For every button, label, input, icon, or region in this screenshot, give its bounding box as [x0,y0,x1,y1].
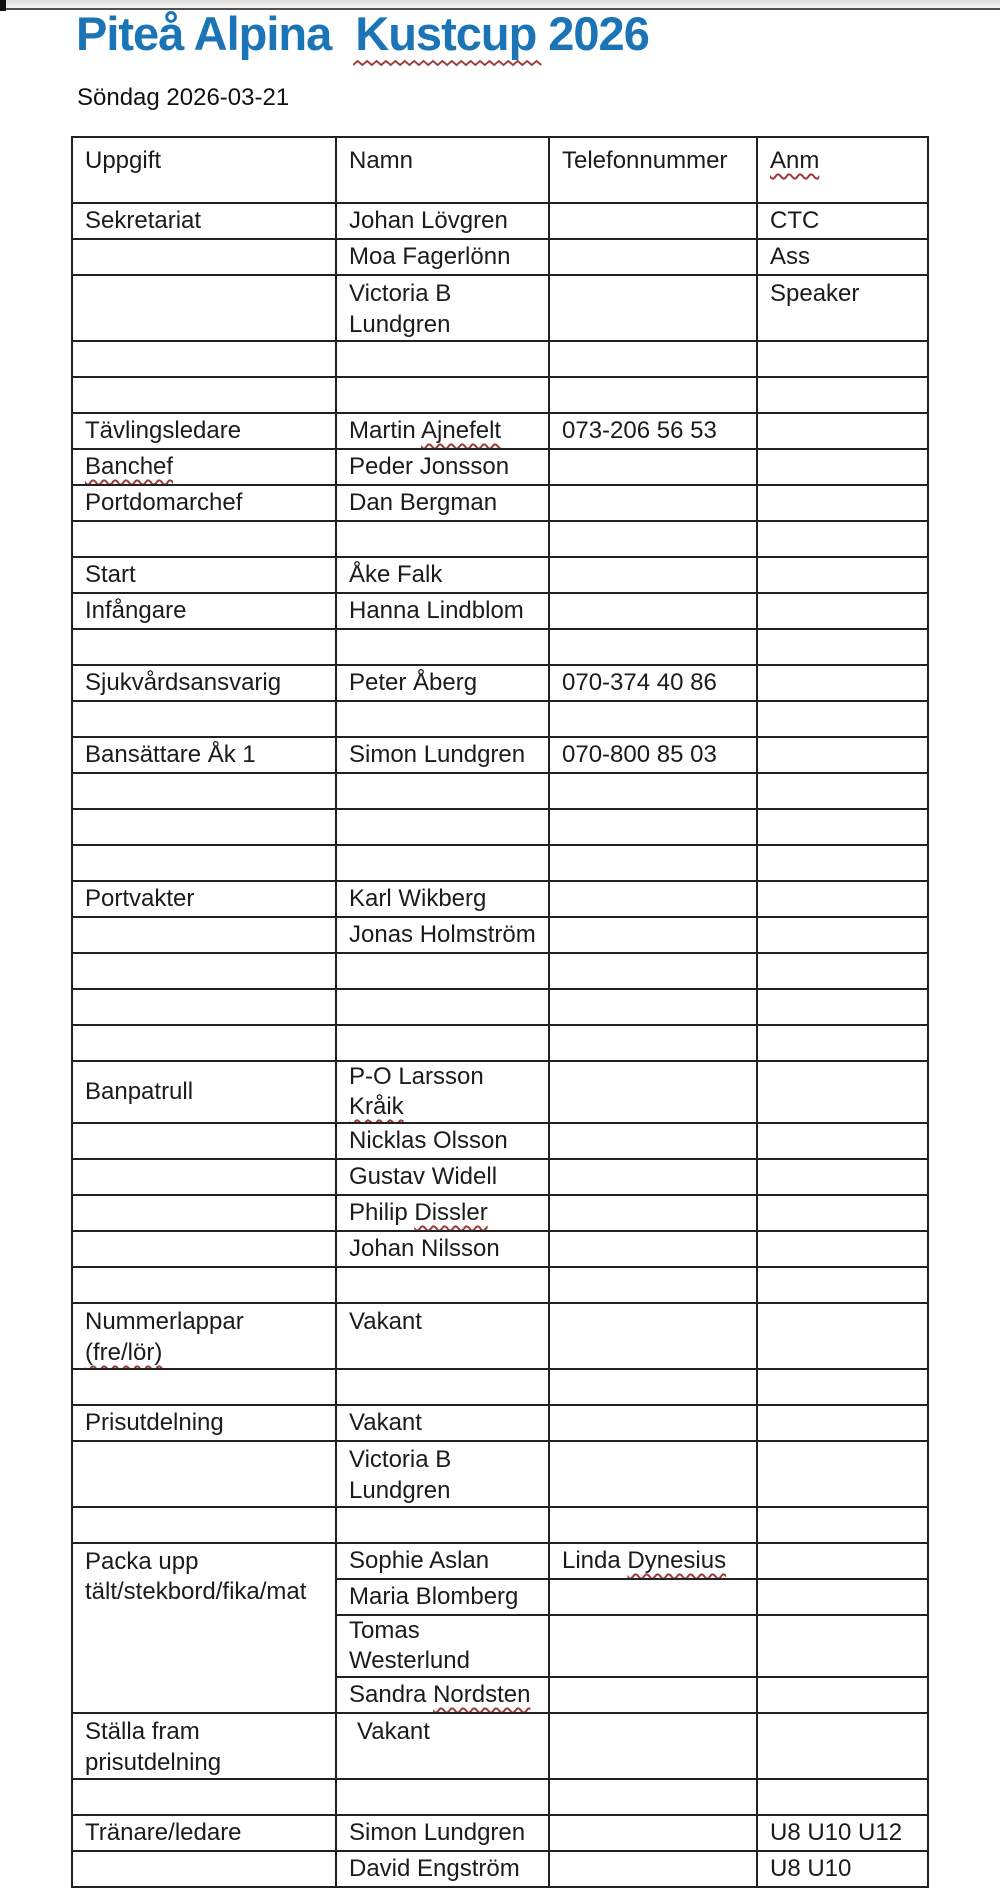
misspelled-word: Dynesius [627,1547,727,1574]
table-row [72,1123,928,1159]
table-cell [757,917,928,953]
table-cell [549,1405,757,1441]
table-cell [72,1195,336,1231]
roster-table [71,136,929,1888]
table-cell [549,665,757,701]
table-cell [336,275,549,341]
table-cell [72,737,336,773]
table-cell [549,845,757,881]
table-cell [336,239,549,275]
table-cell [549,341,757,377]
cell-text: Lundgren [349,311,451,338]
spellcheck-squiggle-icon [353,59,541,67]
table-cell [72,1507,336,1543]
cell-text: Prisutdelning [85,1409,224,1436]
table-row [72,203,928,239]
cell-text: Peter Åberg [349,669,478,696]
table-cell [549,1061,757,1123]
table-cell [336,737,549,773]
table-cell [757,1025,928,1061]
table-cell [549,917,757,953]
table-row [72,593,928,629]
cell-text: Victoria B [349,280,452,307]
table-cell [72,1851,336,1887]
table-cell [549,701,757,737]
table-cell [757,1195,928,1231]
misspelled-word: (fre/lör) [85,1339,163,1366]
table-cell [336,449,549,485]
cell-text: Gustav Widell [349,1163,498,1190]
table-cell [336,1713,549,1779]
column-header [549,137,757,203]
cell-text: Moa Fagerlönn [349,243,511,270]
table-row [72,953,928,989]
table-cell [72,485,336,521]
table-row [72,1369,928,1405]
misspelled-word: Kustcup [355,7,537,60]
table-cell [72,989,336,1025]
table-cell [336,1267,549,1303]
table-cell [72,1369,336,1405]
table-cell [757,557,928,593]
cell-text: Speaker [770,280,860,307]
table-row [72,377,928,413]
table-cell [757,773,928,809]
table-row [72,1815,928,1851]
cell-text: P-O Larsson [349,1063,484,1090]
cell-text: Martin [349,417,422,444]
table-cell [336,1615,549,1677]
table-cell [72,1267,336,1303]
cell-text: Jonas Holmström [349,921,536,948]
table-row [72,917,928,953]
cell-text: Philip [349,1199,415,1226]
cell-text: Johan Nilsson [349,1235,500,1262]
table-cell [72,809,336,845]
table-row [72,1159,928,1195]
table-row [72,413,928,449]
table-cell [72,449,336,485]
table-cell [336,413,549,449]
table-cell [757,1713,928,1779]
table-cell [549,1025,757,1061]
table-row [72,1779,928,1815]
table-cell [336,989,549,1025]
table-cell [72,917,336,953]
table-row [72,1405,928,1441]
table-cell [549,521,757,557]
table-row [72,1195,928,1231]
table-cell [72,1713,336,1779]
table-cell [336,1123,549,1159]
table-cell [549,1369,757,1405]
table-cell [549,1615,757,1677]
window-corner-mark [0,0,6,11]
table-row [72,485,928,521]
table-cell [72,1159,336,1195]
table-cell [757,341,928,377]
cell-text: Vakant [357,1718,430,1745]
table-cell [72,1303,336,1369]
header-row [72,137,928,203]
table-cell [336,701,549,737]
table-cell [757,1303,928,1369]
table-cell [549,275,757,341]
table-row [72,1713,928,1779]
table-cell [549,1123,757,1159]
table-cell [72,881,336,917]
table-row [72,845,928,881]
table-cell [757,845,928,881]
table-cell [549,593,757,629]
table-head [72,137,928,203]
page-title-text: Piteå Alpina [76,7,332,60]
table-row [72,701,928,737]
column-header-text: Namn [349,147,414,174]
table-row [72,1851,928,1887]
table-cell [549,557,757,593]
table-cell [757,1061,928,1123]
cell-text: Nummerlappar [85,1308,244,1335]
column-header [72,137,336,203]
table-cell [549,1815,757,1851]
table-cell [72,773,336,809]
table-cell [549,1543,757,1579]
cell-text: Vakant [349,1308,422,1335]
table-cell [336,1851,549,1887]
table-cell [72,1815,336,1851]
table-cell [757,413,928,449]
cell-text: Linda [562,1547,628,1574]
cell-text: 073-206 56 53 [562,417,717,444]
table-cell [757,1441,928,1507]
cell-text: Nicklas Olsson [349,1127,508,1154]
table-cell [336,629,549,665]
table-row [72,1543,928,1579]
table-cell [336,341,549,377]
table-cell [549,449,757,485]
table-cell [72,341,336,377]
table-row [72,1061,928,1123]
cell-text: Sjukvårdsansvarig [85,669,282,696]
cell-text: Ass [770,243,811,270]
table-cell [336,485,549,521]
table-cell [757,665,928,701]
table-row [72,1267,928,1303]
table-cell [72,1441,336,1507]
table-cell [757,275,928,341]
table-cell [72,665,336,701]
cell-text: Lundgren [349,1477,451,1504]
table-cell [72,203,336,239]
table-cell [72,1061,336,1123]
table-cell [336,1779,549,1815]
table-cell [336,1231,549,1267]
cell-text: Vakant [349,1409,422,1436]
table-cell [757,593,928,629]
table-row [72,809,928,845]
table-cell [336,1025,549,1061]
table-cell [72,593,336,629]
table-cell [336,377,549,413]
table-cell [757,203,928,239]
cell-text: Dan Bergman [349,489,498,516]
table-body [72,203,928,1887]
table-row [72,1303,928,1369]
cell-text: Start [85,561,136,588]
cell-text: Victoria B [349,1446,452,1473]
table-cell [757,449,928,485]
table-cell [336,1369,549,1405]
table-cell [757,1123,928,1159]
table-cell [336,1061,549,1123]
table-cell [549,485,757,521]
table-row [72,1231,928,1267]
cell-text: Sekretariat [85,207,202,234]
cell-text: U8 U10 [770,1855,852,1882]
table-cell [549,413,757,449]
cell-text: Sandra [349,1681,434,1708]
cell-text: Portdomarchef [85,489,243,516]
table-cell [72,275,336,341]
table-cell [757,1779,928,1815]
column-header [757,137,928,203]
table-cell [549,1267,757,1303]
table-cell [336,809,549,845]
table-cell [757,377,928,413]
table-cell [757,1267,928,1303]
table-cell [757,239,928,275]
table-row [72,275,928,341]
table-cell [757,1579,928,1615]
cell-text: Johan Lövgren [349,207,508,234]
table-cell [549,203,757,239]
table-cell [757,953,928,989]
table-cell [336,521,549,557]
table-row [72,557,928,593]
table-cell [549,629,757,665]
cell-text: Packa upp [85,1548,199,1575]
column-header [336,137,549,203]
page-title-year: 2026 [548,7,649,60]
table-cell [757,1615,928,1677]
page-title-flagged-word [355,6,536,62]
cell-text: CTC [770,207,820,234]
table-cell [72,377,336,413]
table-cell [72,521,336,557]
table-cell [757,629,928,665]
table-cell [549,1507,757,1543]
table-cell [72,1543,336,1713]
table-cell [72,1779,336,1815]
cell-text: tält/stekbord/fika/mat [85,1578,307,1605]
table-row [72,989,928,1025]
table-cell [757,1231,928,1267]
table-cell [336,773,549,809]
table-cell [549,809,757,845]
table-cell [72,701,336,737]
table-cell [336,1195,549,1231]
table-cell [336,1579,549,1615]
table-cell [757,1507,928,1543]
cell-text: Maria Blomberg [349,1583,519,1610]
table-cell [336,845,549,881]
table-cell [757,485,928,521]
table-cell [757,737,928,773]
table-cell [336,1441,549,1507]
cell-text: U8 U10 U12 [770,1819,903,1846]
cell-text: Ställa fram [85,1718,200,1745]
table-cell [336,1815,549,1851]
table-row [72,239,928,275]
table-row [72,449,928,485]
table-cell [757,1677,928,1713]
table-cell [336,665,549,701]
column-header-text: Uppgift [85,147,162,174]
table-cell [336,1159,549,1195]
table-cell [72,1231,336,1267]
table-cell [549,1231,757,1267]
table-cell [72,1123,336,1159]
table-cell [336,1677,549,1713]
cell-text: Bansättare Åk 1 [85,741,256,768]
event-date: Söndag 2026-03-21 [77,84,290,111]
cell-text: Tävlingsledare [85,417,242,444]
table-cell [757,1159,928,1195]
table-cell [336,881,549,917]
table-row [72,629,928,665]
table-cell [549,1441,757,1507]
cell-text: Banpatrull [85,1078,194,1105]
misspelled-word: Ajnefelt [421,417,502,444]
cell-text: 070-800 85 03 [562,741,717,768]
table-cell [757,1815,928,1851]
table-cell [72,953,336,989]
table-cell [757,809,928,845]
table-cell [72,845,336,881]
misspelled-word: Dissler [414,1199,488,1226]
table-cell [72,629,336,665]
cell-text: Tränare/ledare [85,1819,242,1846]
cell-text: Simon Lundgren [349,1819,526,1846]
table-row [72,881,928,917]
table-cell [549,881,757,917]
table-cell [72,239,336,275]
misspelled-word: Banchef [85,453,174,480]
table-cell [549,1579,757,1615]
table-cell [549,377,757,413]
cell-text: Tomas Westerlund [349,1617,470,1674]
cell-text: Åke Falk [349,561,443,588]
table-cell [336,203,549,239]
table-row [72,737,928,773]
table-cell [549,1713,757,1779]
cell-text: Simon Lundgren [349,741,526,768]
cell-text: Infångare [85,597,187,624]
table-cell [757,1851,928,1887]
table-cell [72,1025,336,1061]
table-cell [72,557,336,593]
cell-text: Sophie Aslan [349,1547,490,1574]
table-cell [757,881,928,917]
table-row [72,521,928,557]
column-header-text: Telefonnummer [562,147,728,174]
cell-text: Peder Jonsson [349,453,510,480]
cell-text: prisutdelning [85,1749,222,1776]
table-cell [757,521,928,557]
table-cell [549,1195,757,1231]
table-cell [72,1405,336,1441]
cell-text: 070-374 40 86 [562,669,717,696]
table-cell [549,1677,757,1713]
table-row [72,1025,928,1061]
misspelled-word: Nordsten [433,1681,531,1708]
cell-text: Hanna Lindblom [349,597,524,624]
cell-text: Portvakter [85,885,195,912]
table-cell [549,737,757,773]
misspelled-word: Anm [770,147,820,174]
table-row [72,773,928,809]
table-cell [549,953,757,989]
table-cell [757,701,928,737]
table-cell [336,1405,549,1441]
table-cell [72,413,336,449]
table-cell [336,1507,549,1543]
table-row [72,665,928,701]
page-title [76,6,649,62]
table-cell [549,239,757,275]
table-cell [757,1543,928,1579]
table-cell [757,1369,928,1405]
table-row [72,341,928,377]
table-cell [757,989,928,1025]
table-cell [336,953,549,989]
table-cell [549,1851,757,1887]
table-cell [336,1543,549,1579]
table-cell [549,1159,757,1195]
table-cell [549,1303,757,1369]
table-cell [336,593,549,629]
table-row [72,1441,928,1507]
table-cell [336,557,549,593]
table-cell [336,1303,549,1369]
table-row [72,1507,928,1543]
table-cell [549,989,757,1025]
table-cell [549,773,757,809]
cell-text: David Engström [349,1855,520,1882]
cell-text: Karl Wikberg [349,885,487,912]
table-cell [757,1405,928,1441]
table-cell [336,917,549,953]
misspelled-word: Kråik [349,1093,404,1120]
table-cell [549,1779,757,1815]
